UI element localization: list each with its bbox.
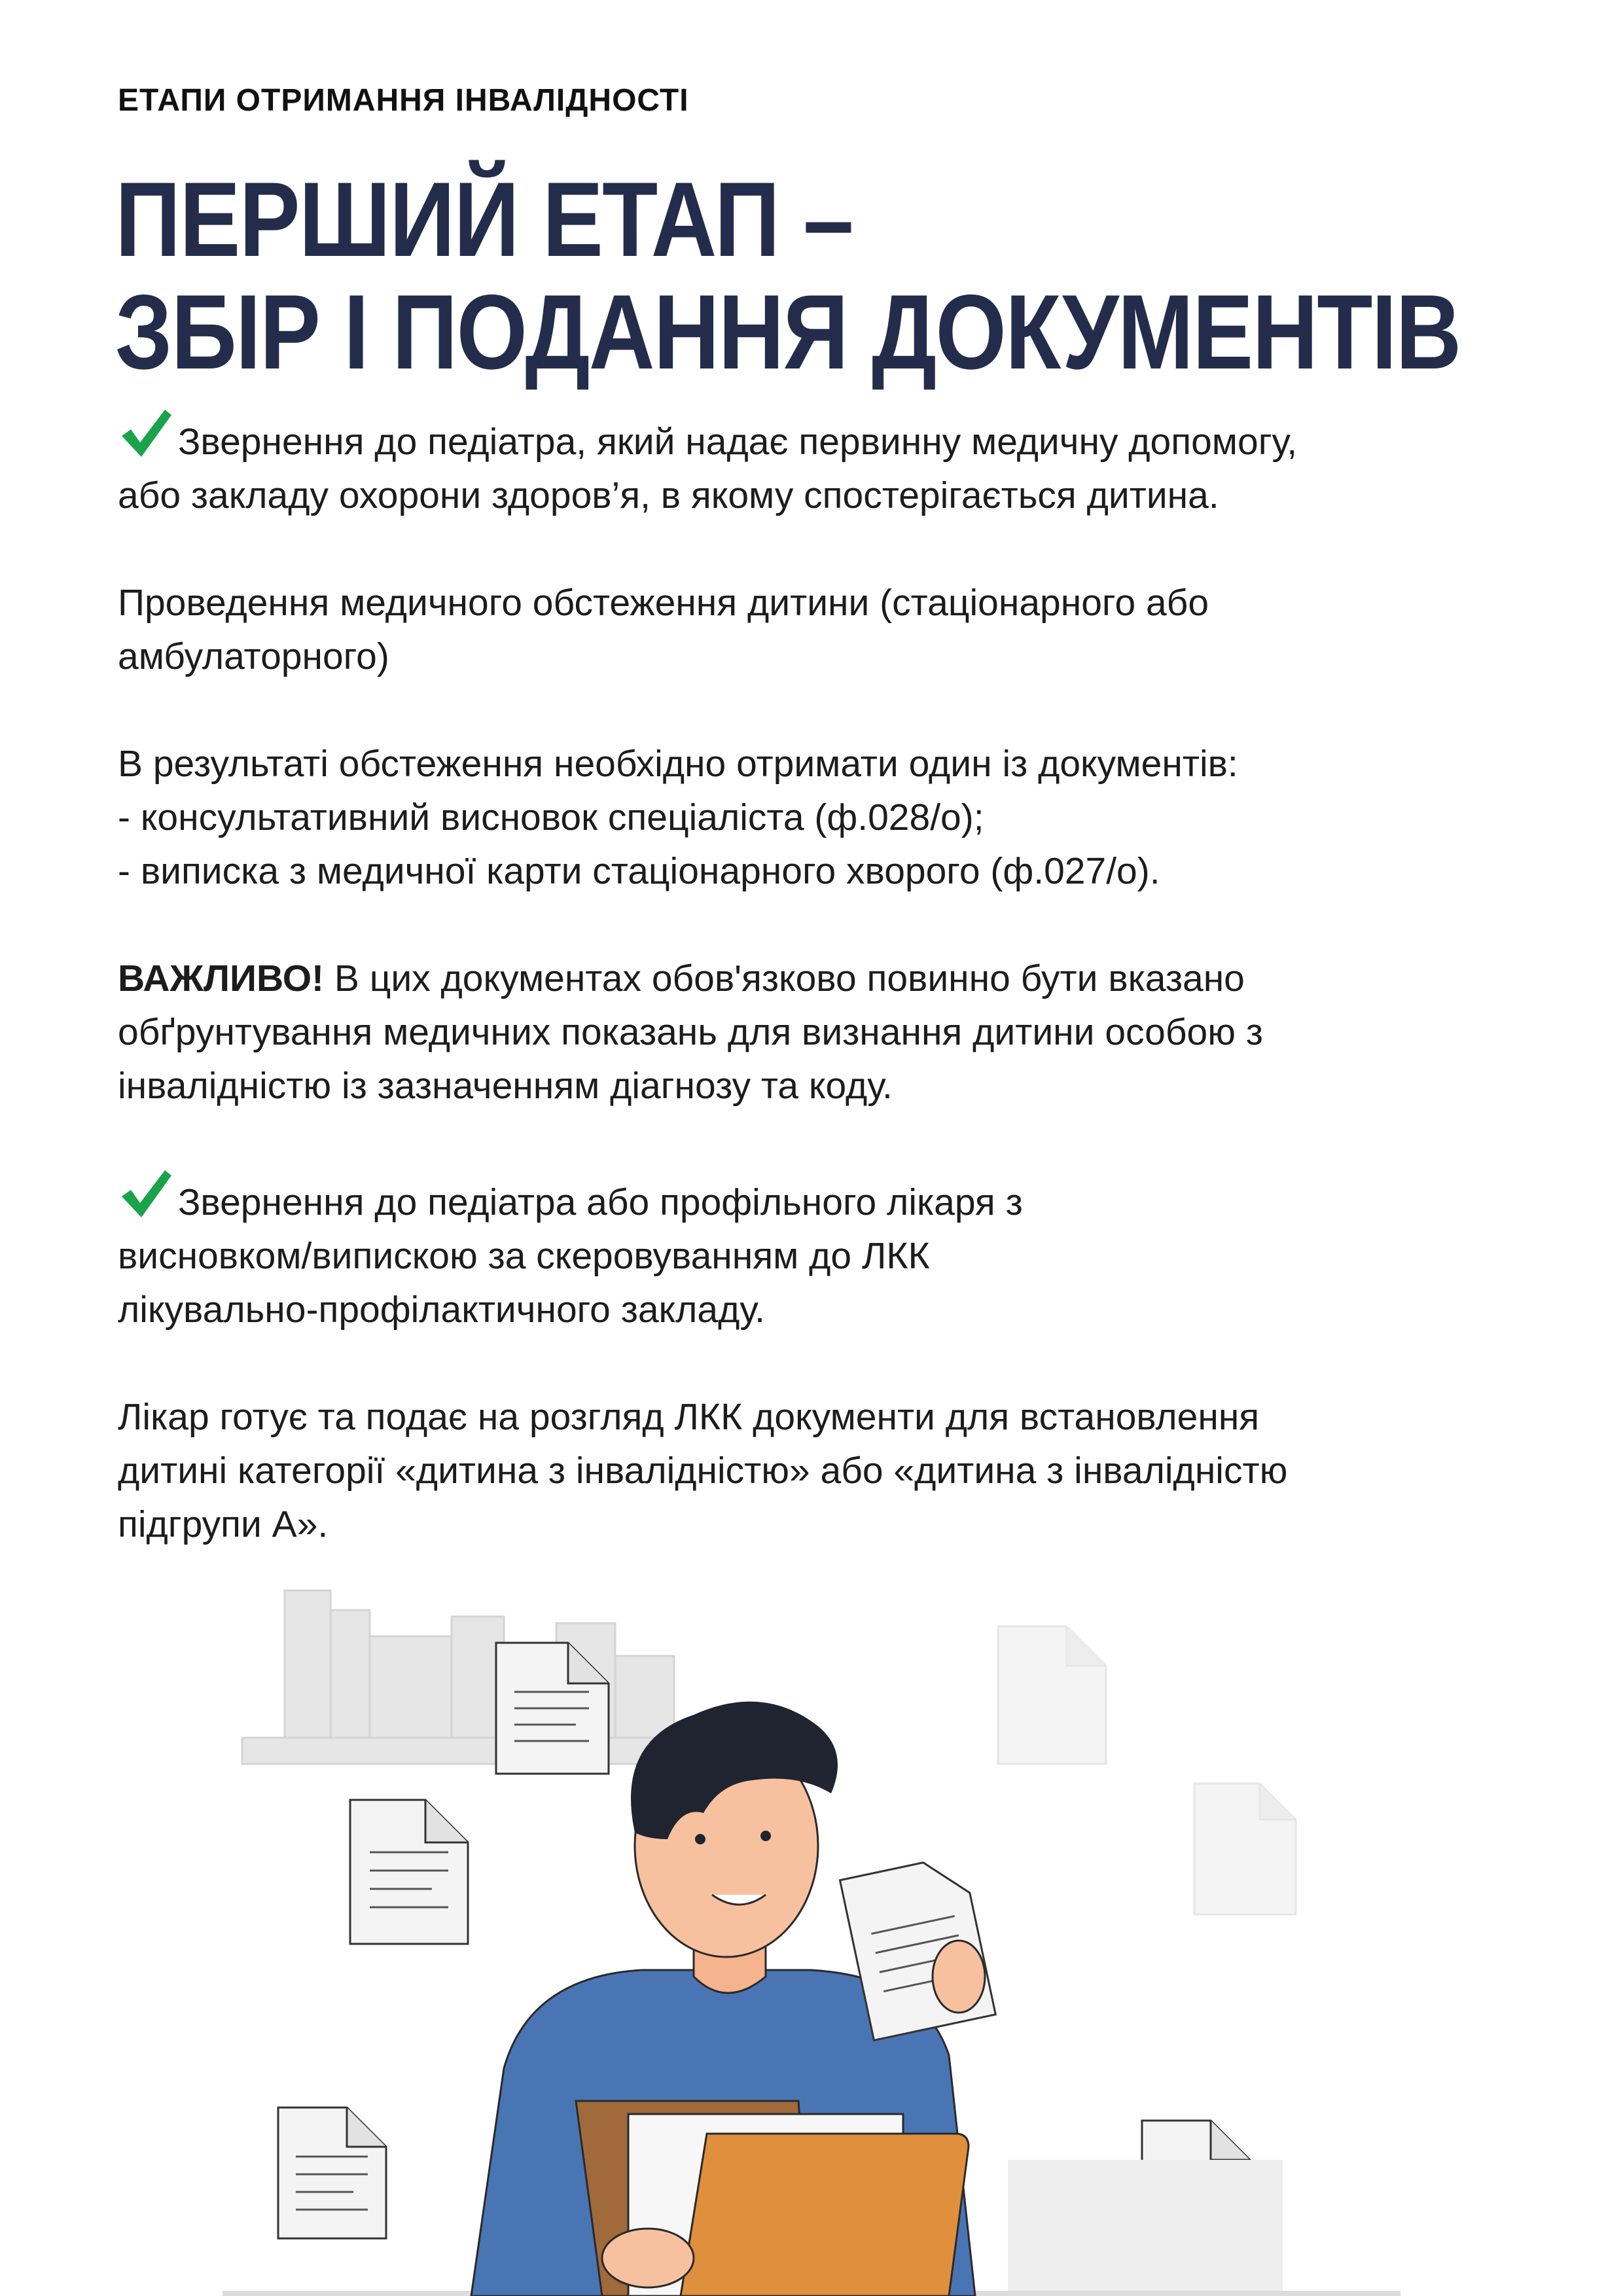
section-line: лікувально-профілактичного закладу. xyxy=(118,1289,765,1331)
title-line-2: ЗБІР І ПОДАННЯ ДОКУМЕНТІВ xyxy=(115,273,1461,391)
section-medical-exam xyxy=(118,576,1544,683)
section-line: Лікар готує та подає на розгляд ЛКК документи для встановлення xyxy=(118,1396,1260,1438)
section-line: Звернення до педіатра, який надає первинну медичну допомогу, xyxy=(178,421,1298,463)
section-line: Проведення медичного обстеження дитини (стаціонарного або xyxy=(118,582,1209,624)
section-line: Звернення до педіатра або профільного лікаря з xyxy=(178,1181,1023,1223)
checkmark-icon xyxy=(118,1166,173,1221)
important-label: ВАЖЛИВО! xyxy=(118,958,325,999)
person-figure xyxy=(471,1702,995,2296)
section-doctor-submission xyxy=(118,1390,1544,1551)
title-line-1: ПЕРШИЙ ЕТАП – xyxy=(115,160,853,279)
supertitle: ЕТАПИ ОТРИМАННЯ ІНВАЛІДНОСТІ xyxy=(118,83,689,118)
content-body xyxy=(118,406,1544,1605)
document-icon xyxy=(350,1800,468,1944)
section-line: В результаті обстеження необхідно отримати один із документів: xyxy=(118,743,1238,785)
list-item: - виписка з медичної карти стаціонарного хворого (ф.027/о). xyxy=(118,850,1160,892)
section-line: В цих документах обов'язково повинно бути вказано xyxy=(324,958,1245,999)
section-line: амбулаторного) xyxy=(118,636,389,677)
section-pediatrician-appeal xyxy=(118,406,1544,522)
section-line: обґрунтування медичних показань для визнання дитини особою з xyxy=(118,1011,1263,1053)
section-important-note xyxy=(118,952,1544,1113)
section-line: або закладу охорони здоров’я, в якому спостерігається дитина. xyxy=(118,475,1219,516)
page-title xyxy=(115,160,1461,391)
section-required-documents xyxy=(118,737,1544,898)
section-line: підгрупи А». xyxy=(118,1503,329,1545)
person-with-documents-illustration xyxy=(223,1558,1400,2296)
document-icon xyxy=(998,1626,1106,1764)
document-icon xyxy=(1194,1784,1296,1914)
checkmark-icon xyxy=(118,406,173,461)
document-icon xyxy=(278,2108,386,2238)
section-lkk-referral xyxy=(118,1166,1544,1336)
list-item: - консультативний висновок спеціаліста (ф.028/о); xyxy=(118,797,984,838)
section-line: висновком/випискою за скеровуванням до ЛКК xyxy=(118,1235,930,1277)
section-line: інвалідністю із зазначенням діагнозу та коду. xyxy=(118,1065,893,1107)
section-line: дитині категорії «дитина з інвалідністю» або «дитина з інвалідністю xyxy=(118,1450,1288,1492)
bookshelf-illustration xyxy=(242,1590,700,1764)
